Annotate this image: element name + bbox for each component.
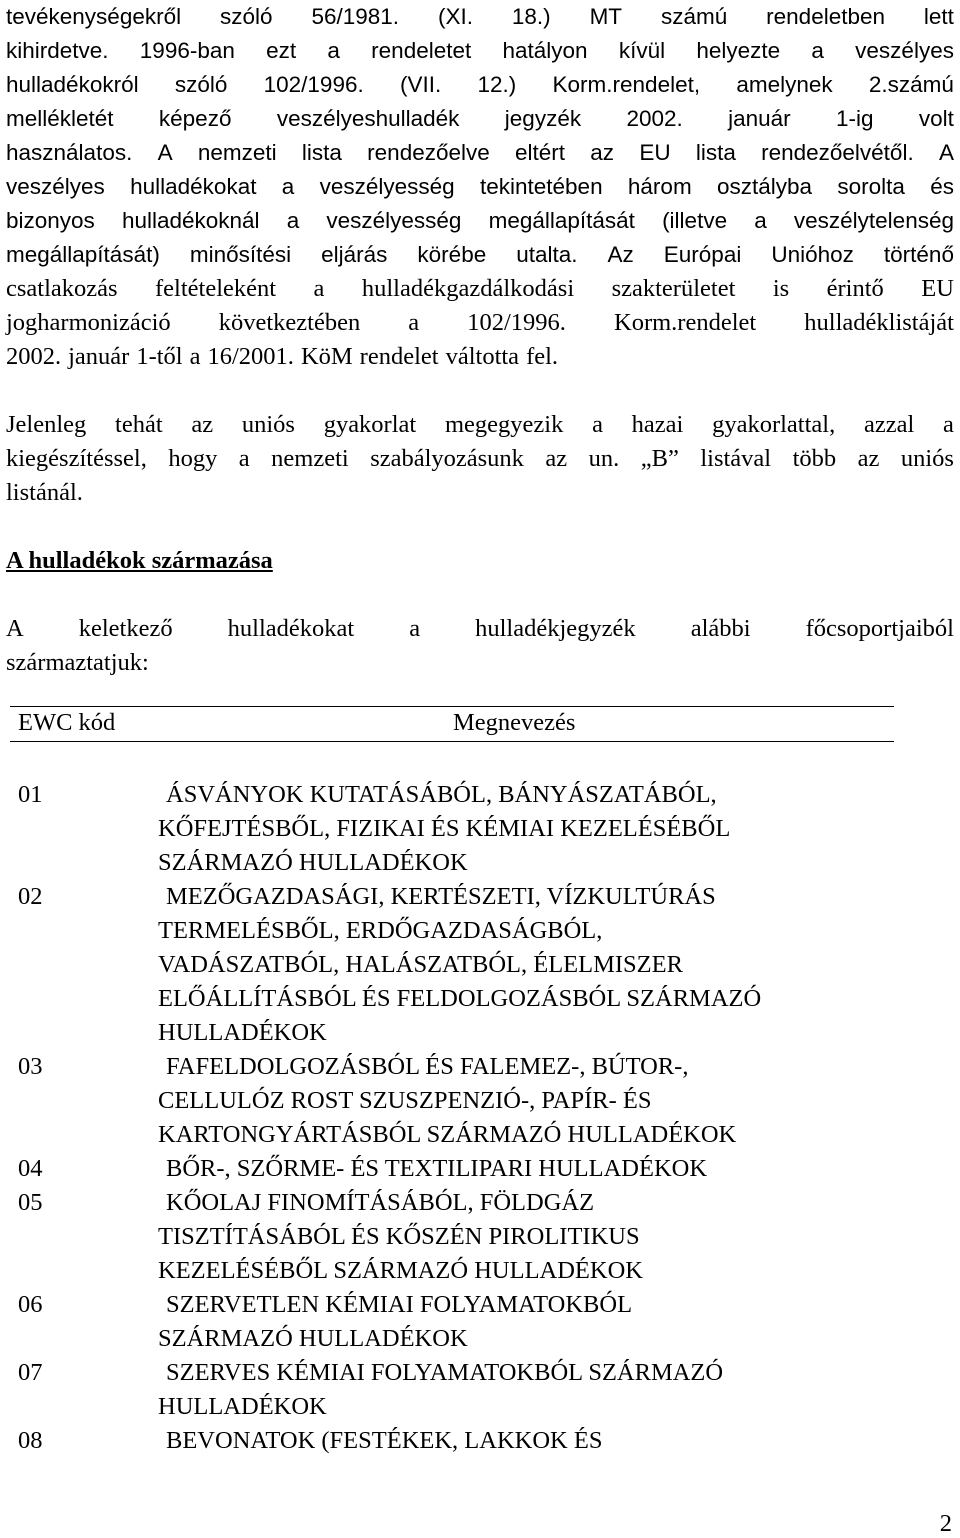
word: helyezte — [696, 38, 781, 63]
description-line: ELŐÁLLÍTÁSBÓL ÉS FELDOLGOZÁSBÓL SZÁRMAZÓ — [158, 985, 762, 1012]
word: gyakorlat — [323, 411, 417, 438]
word: származtatjuk: — [6, 649, 149, 676]
description-line: BŐR-, SZŐRME- ÉS TEXTILIPARI HULLADÉKOK — [166, 1155, 708, 1182]
text-line — [6, 102, 954, 136]
table-row — [18, 1152, 918, 1186]
word: un. — [588, 445, 620, 472]
ewc-code: 03 — [18, 1053, 43, 1080]
word: jegyzék — [504, 106, 582, 131]
description-line: ÁSVÁNYOK KUTATÁSÁBÓL, BÁNYÁSZATÁBÓL, — [166, 781, 717, 808]
table-row — [18, 1186, 918, 1288]
text-line — [6, 476, 954, 510]
word: több — [792, 445, 837, 472]
word: rendeletben — [766, 4, 886, 29]
word: a — [281, 174, 295, 199]
word: és — [930, 174, 954, 199]
word: megállapítását) — [6, 242, 160, 267]
word: szabályozásunk — [370, 445, 524, 472]
word: minősítési — [189, 242, 292, 267]
word: szóló — [220, 4, 273, 29]
word: megegyezik — [444, 411, 564, 438]
word: 18.) — [511, 4, 551, 29]
text-line — [6, 136, 954, 170]
word: hulladéklistáját — [804, 309, 954, 336]
word: Európai — [663, 242, 742, 267]
word: rendezőelvétől. — [761, 140, 914, 165]
word: (illetve — [662, 208, 728, 233]
description-line: CELLULÓZ ROST SZUSZPENZIÓ-, PAPÍR- ÉS — [158, 1087, 652, 1114]
word: a — [592, 411, 603, 438]
word: fel. — [526, 343, 559, 370]
word: EU — [921, 275, 954, 302]
ewc-code: 08 — [18, 1427, 43, 1454]
word: Korm.rendelet — [614, 309, 757, 336]
ewc-description — [158, 1356, 918, 1424]
word: MT — [589, 4, 623, 29]
document-page — [6, 0, 954, 680]
word: A — [157, 140, 173, 165]
word: bizonyos — [6, 208, 95, 233]
word: 16/2001. — [207, 343, 294, 370]
word: sorolta — [837, 174, 905, 199]
word: kiegészítéssel, — [6, 445, 147, 472]
word: érintő — [826, 275, 884, 302]
word: veszélyesség — [319, 174, 455, 199]
word: főcsoportjaiból — [805, 615, 954, 642]
text-line — [6, 170, 954, 204]
ewc-description — [158, 1288, 918, 1356]
ewc-code: 04 — [18, 1155, 43, 1182]
word: az — [191, 411, 214, 438]
word: 56/1981. — [311, 4, 400, 29]
word: január — [728, 106, 791, 131]
word: Jelenleg — [6, 411, 87, 438]
ewc-code: 05 — [18, 1189, 43, 1216]
word: veszélyesség — [326, 208, 462, 233]
word: a — [313, 275, 325, 302]
word: megállapítását — [488, 208, 635, 233]
word: rendeletet — [371, 38, 472, 63]
ewc-code: 02 — [18, 883, 43, 910]
text-line — [6, 612, 954, 646]
ewc-code: 06 — [18, 1291, 43, 1318]
word: veszélyeshulladék — [276, 106, 460, 131]
word: január — [68, 343, 130, 370]
word: 102/1996. — [467, 309, 566, 336]
word: hogy — [168, 445, 218, 472]
column-header-code: EWC kód — [18, 709, 116, 736]
word: veszélyes — [855, 38, 954, 63]
word: kívül — [618, 38, 666, 63]
third-paragraph — [6, 612, 954, 680]
intro-paragraph — [6, 0, 954, 374]
word: tehát — [115, 411, 163, 438]
description-line: FAFELDOLGOZÁSBÓL ÉS FALEMEZ-, BÚTOR-, — [166, 1053, 689, 1080]
word: a — [943, 411, 954, 438]
word: alábbi — [690, 615, 751, 642]
word: utalta. — [516, 242, 578, 267]
table-row — [18, 1050, 918, 1152]
ewc-description — [158, 1050, 918, 1152]
text-line — [6, 204, 954, 238]
word: három — [627, 174, 692, 199]
word: következtében — [218, 309, 361, 336]
ewc-code: 07 — [18, 1359, 43, 1386]
word: hulladékjegyzék — [475, 615, 636, 642]
word: osztályba — [717, 174, 813, 199]
word: történő — [883, 242, 954, 267]
word: hulladékokat — [227, 615, 355, 642]
word: a — [754, 208, 767, 233]
table-row — [18, 1356, 918, 1424]
ewc-description — [158, 880, 918, 1050]
word: lista — [301, 140, 342, 165]
text-line — [6, 306, 954, 340]
word: (XI. — [437, 4, 473, 29]
word: EU — [639, 140, 671, 165]
description-line: HULLADÉKOK — [158, 1393, 327, 1420]
word: szóló — [174, 72, 228, 97]
word: tevékenységekről — [6, 4, 182, 29]
word: a — [189, 343, 201, 370]
word: 2002. — [6, 343, 62, 370]
word: az — [857, 445, 880, 472]
word: nemzeti — [271, 445, 349, 472]
word: használatos. — [6, 140, 133, 165]
word: veszélyes — [6, 174, 105, 199]
word: rendelet — [359, 343, 439, 370]
word: listával — [700, 445, 772, 472]
word: a — [286, 208, 300, 233]
word: tekintetében — [479, 174, 603, 199]
word: hatályon — [502, 38, 588, 63]
word: „B” — [640, 445, 679, 472]
word: 2.számú — [868, 72, 954, 97]
word: körébe — [417, 242, 487, 267]
word: nemzeti — [197, 140, 277, 165]
word: is — [772, 275, 790, 302]
text-line — [6, 272, 954, 306]
description-line: SZÁRMAZÓ HULLADÉKOK — [158, 1325, 468, 1352]
text-line — [6, 0, 954, 34]
word: 12.) — [477, 72, 517, 97]
word: csatlakozás — [6, 275, 118, 302]
description-line: SZÁRMAZÓ HULLADÉKOK — [158, 849, 468, 876]
word: hulladékoknál — [121, 208, 260, 233]
description-line: MEZŐGAZDASÁGI, KERTÉSZETI, VÍZKULTÚRÁS — [166, 883, 716, 910]
description-line: KEZELÉSÉBŐL SZÁRMAZÓ HULLADÉKOK — [158, 1257, 643, 1284]
word: az — [545, 445, 568, 472]
word: eljárás — [321, 242, 388, 267]
word: 1996-ban — [139, 38, 235, 63]
word: feltételeként — [155, 275, 277, 302]
description-line: BEVONATOK (FESTÉKEK, LAKKOK ÉS — [166, 1427, 603, 1454]
word: 2002. — [626, 106, 683, 131]
text-line — [6, 68, 954, 102]
word: uniós — [900, 445, 954, 472]
description-line: HULLADÉKOK — [158, 1019, 327, 1046]
table-row — [18, 1288, 918, 1356]
word: 1-től — [136, 343, 183, 370]
description-line: TISZTÍTÁSÁBÓL ÉS KŐSZÉN PIROLITIKUS — [158, 1223, 640, 1250]
ewc-description — [158, 1424, 918, 1458]
word: a — [327, 38, 340, 63]
text-line — [6, 340, 954, 374]
column-header-name: Megnevezés — [453, 709, 576, 736]
page-number: 2 — [939, 1510, 952, 1537]
text-line — [6, 646, 954, 680]
word: hulladékokat — [130, 174, 257, 199]
word: szakterületet — [611, 275, 736, 302]
word: 102/1996. — [263, 72, 364, 97]
description-line: KARTONGYÁRTÁSBÓL SZÁRMAZÓ HULLADÉKOK — [158, 1121, 737, 1148]
word: számú — [660, 4, 728, 29]
ewc-code: 01 — [18, 781, 43, 808]
word: gyakorlattal, — [712, 411, 836, 438]
second-paragraph — [6, 408, 954, 510]
table-header — [10, 706, 894, 742]
word: keletkező — [78, 615, 173, 642]
section-heading: A hulladékok származása — [6, 547, 273, 574]
word: képező — [158, 106, 232, 131]
description-line: KŐFEJTÉSBŐL, FIZIKAI ÉS KÉMIAI KEZELÉSÉBŐL — [158, 815, 731, 842]
description-line: SZERVETLEN KÉMIAI FOLYAMATOKBÓL — [166, 1291, 633, 1318]
word: ezt — [266, 38, 297, 63]
word: hulladékgazdálkodási — [361, 275, 575, 302]
word: volt — [918, 106, 954, 131]
word: a — [408, 309, 420, 336]
word: 1-ig — [836, 106, 874, 131]
description-line: SZERVES KÉMIAI FOLYAMATOKBÓL SZÁRMAZÓ — [166, 1359, 724, 1386]
word: jogharmonizáció — [6, 309, 171, 336]
word: a — [409, 615, 421, 642]
word: A — [938, 140, 954, 165]
table-row — [18, 880, 918, 1050]
word: A — [6, 615, 24, 642]
word: a — [811, 38, 824, 63]
word: lett — [923, 4, 954, 29]
word: hulladékokról — [6, 72, 139, 97]
word: amelynek — [736, 72, 833, 97]
ewc-description — [158, 1186, 918, 1288]
word: mellékletét — [6, 106, 114, 131]
word: Korm.rendelet, — [552, 72, 701, 97]
table-row — [18, 1424, 918, 1458]
text-line — [6, 34, 954, 68]
text-line — [6, 238, 954, 272]
word: KöM — [300, 343, 353, 370]
word: uniós — [241, 411, 295, 438]
text-line — [6, 442, 954, 476]
word: hazai — [631, 411, 684, 438]
word: Az — [607, 242, 634, 267]
word: a — [238, 445, 250, 472]
ewc-table — [18, 778, 918, 1458]
word: azzal — [863, 411, 915, 438]
description-line: VADÁSZATBÓL, HALÁSZATBÓL, ÉLELMISZER — [158, 951, 683, 978]
text-line — [6, 408, 954, 442]
word: Unióhoz — [771, 242, 854, 267]
description-line: TERMELÉSBŐL, ERDŐGAZDASÁGBÓL, — [158, 917, 603, 944]
ewc-description — [158, 1152, 918, 1186]
word: (VII. — [399, 72, 442, 97]
word: eltért — [515, 140, 566, 165]
ewc-description — [158, 778, 918, 880]
word: listánál. — [6, 479, 83, 506]
description-line: KŐOLAJ FINOMÍTÁSÁBÓL, FÖLDGÁZ — [166, 1189, 595, 1216]
word: rendezőelve — [367, 140, 490, 165]
word: veszélytelenség — [793, 208, 954, 233]
table-row — [18, 778, 918, 880]
word: kihirdetve. — [6, 38, 109, 63]
word: az — [590, 140, 615, 165]
word: váltotta — [445, 343, 520, 370]
word: lista — [695, 140, 736, 165]
